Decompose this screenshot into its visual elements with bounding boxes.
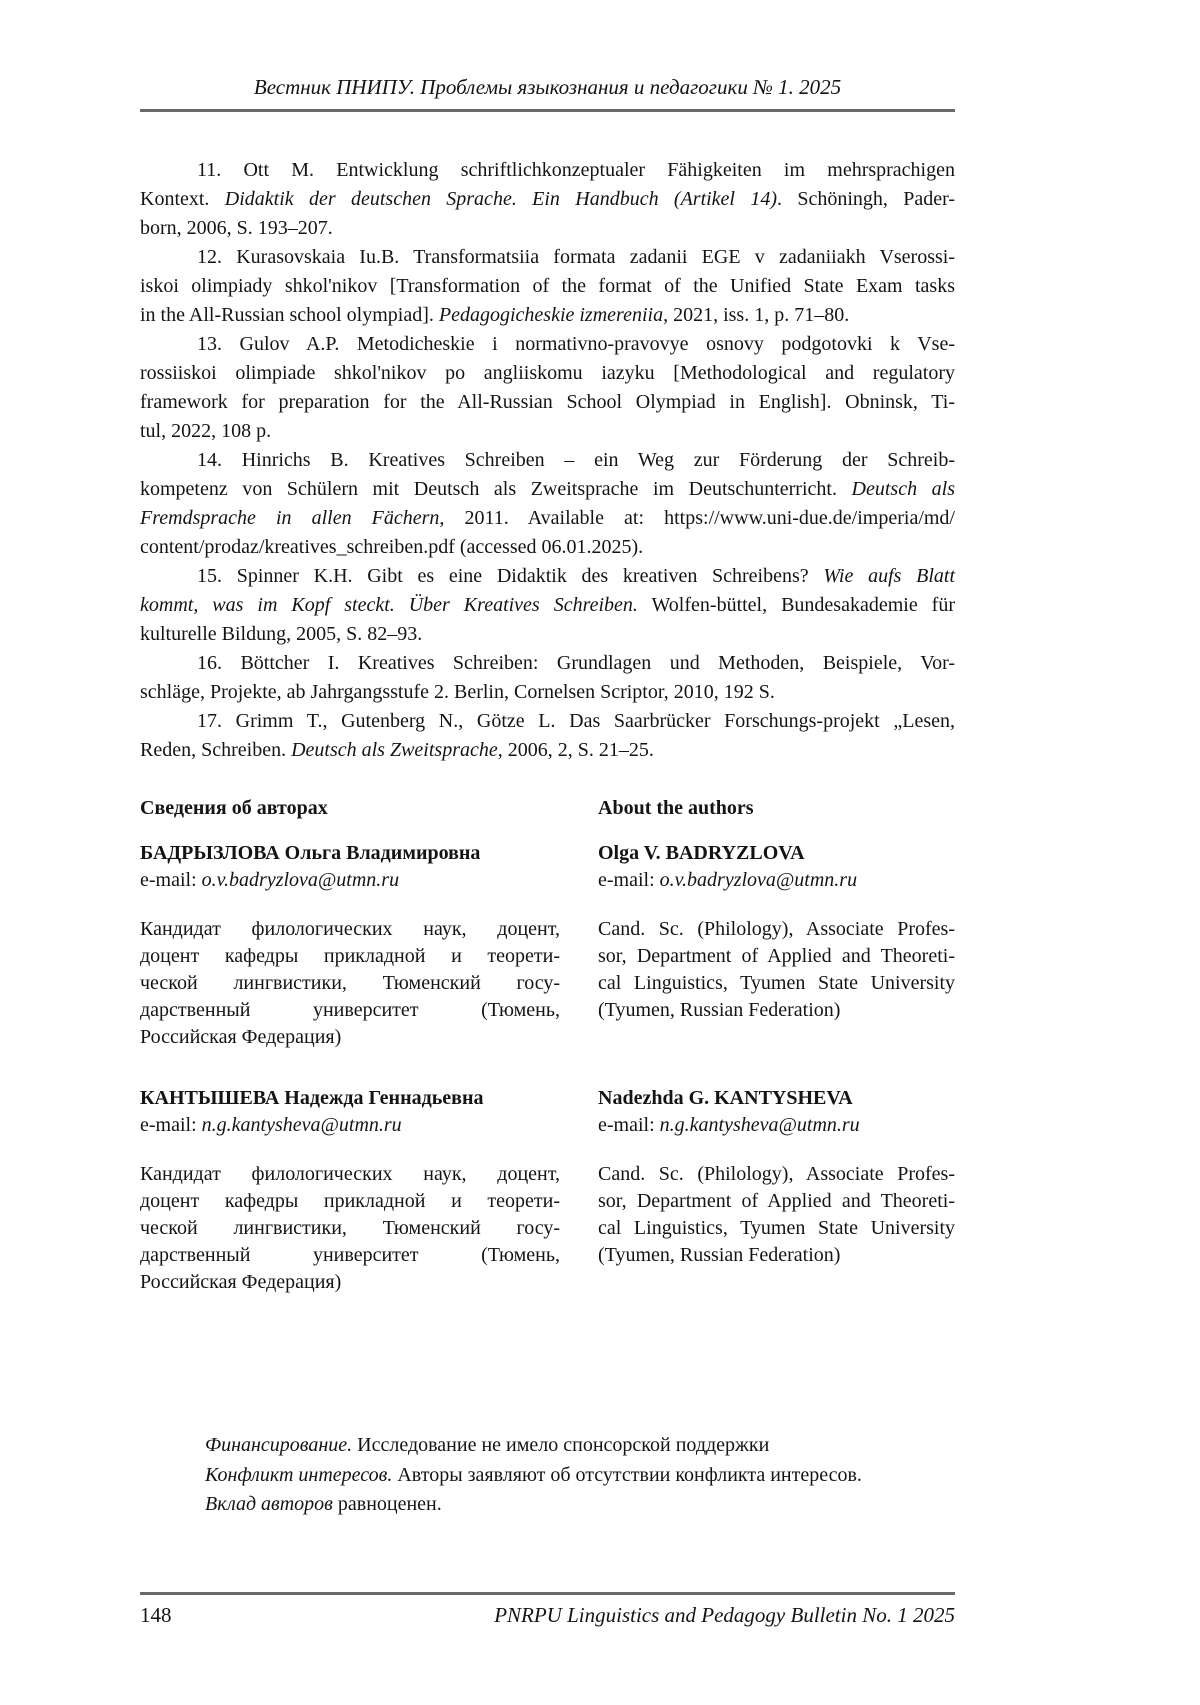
- text-line: [140, 504, 955, 533]
- page-number: 148: [140, 1603, 172, 1627]
- text-line: [140, 943, 560, 970]
- email-address: n.g.kantysheva@utmn.ru: [659, 1114, 860, 1136]
- text-line: [205, 1490, 955, 1520]
- text-run: rossiiskoi olimpiade shkol'nikov po angliiskomu iazyku [Methodological and regulatory: [140, 362, 955, 384]
- column-gap: [560, 1085, 598, 1139]
- text-run: Deutsch als: [851, 478, 955, 500]
- text-run: iskoi olimpiady shkol'nikov [Transformation of the format of the Unified State Exam tasks: [140, 275, 955, 297]
- text-run: Deutsch als Zweitsprache: [291, 739, 498, 761]
- author1-name-en: Olga V. BADRYZLOVA: [598, 842, 805, 864]
- text-run: tul, 2022, 108 p.: [140, 420, 272, 442]
- text-run: ческой лингвистики, Тюменский госу-: [140, 972, 560, 994]
- reference-list: [140, 156, 955, 765]
- text-line: [598, 943, 955, 970]
- text-line: [598, 1242, 955, 1269]
- text-line: [140, 678, 955, 707]
- email-address: o.v.badryzlova@utmn.ru: [659, 869, 858, 891]
- text-run: cal Linguistics, Tyumen State University: [598, 972, 955, 994]
- text-run: Pedagogicheskie izmereniia: [438, 304, 664, 326]
- text-run: Cand. Sc. (Philology), Associate Profes-: [598, 918, 955, 940]
- text-run: , 2021, iss. 1, p. 71–80.: [663, 304, 850, 326]
- reference-item-17: [140, 707, 955, 765]
- reference-item-11: [140, 156, 955, 243]
- authors-heading-en: About the authors: [598, 797, 754, 819]
- text-run: kulturelle Bildung, 2005, S. 82–93.: [140, 623, 423, 645]
- text-line: [598, 916, 955, 943]
- text-run: Конфликт интересов.: [205, 1463, 393, 1486]
- text-run: . Schöningh, Pader-: [776, 188, 956, 210]
- text-line: [140, 970, 560, 997]
- text-run: Вклад авторов: [205, 1493, 333, 1515]
- text-line: [140, 1242, 560, 1269]
- text-line: [140, 214, 955, 243]
- text-run: sor, Department of Applied and Theoreti-: [598, 1190, 955, 1212]
- text-line: [140, 475, 955, 504]
- authors-section: [140, 795, 955, 1296]
- text-run: 17. Grimm T., Gutenberg N., Götze L. Das Saarbrücker Forschungs-projekt „Lesen,: [197, 710, 955, 732]
- text-line: [140, 1024, 560, 1051]
- author2-affiliation-row: [140, 1161, 955, 1296]
- text-run: Wolfen-büttel, Bundesakademie für: [637, 594, 955, 616]
- text-run: Авторы заявляют об отсутствии конфликта интересов.: [392, 1463, 862, 1486]
- page-footer: [140, 1583, 955, 1628]
- author1-affiliation-ru: [140, 916, 560, 1051]
- text-run: 15. Spinner K.H. Gibt es eine Didaktik des kreativen Schreibens?: [197, 565, 824, 587]
- text-run: (Tyumen, Russian Federation): [598, 999, 841, 1021]
- text-line: [140, 272, 955, 301]
- text-line: [205, 1461, 955, 1491]
- text-run: дарственный университет (Тюмень,: [140, 1244, 560, 1266]
- text-run: kommt, was im Kopf steckt. Über Kreatives Schreiben.: [140, 594, 638, 616]
- author1-name-ru: БАДРЫЗЛОВА Ольга Владимировна: [140, 842, 481, 864]
- text-line: [140, 330, 955, 359]
- journal-title: Вестник ПНИПУ. Проблемы языкознания и педагогики № 1. 2025: [253, 75, 842, 99]
- text-line: [140, 533, 955, 562]
- text-run: 16. Böttcher I. Kreatives Schreiben: Grundlagen und Methoden, Beispiele, Vor-: [197, 652, 955, 674]
- reference-item-15: [140, 562, 955, 649]
- text-run: равноценен.: [332, 1493, 442, 1515]
- text-line: [140, 388, 955, 417]
- text-line: [140, 1188, 560, 1215]
- text-line: [140, 562, 955, 591]
- column-gap: [560, 840, 598, 894]
- text-run: Кандидат филологических наук, доцент,: [140, 918, 560, 940]
- text-line: [140, 446, 955, 475]
- email-label: e-mail:: [598, 869, 660, 891]
- text-line: [598, 1161, 955, 1188]
- text-line: [140, 649, 955, 678]
- text-run: Финансирование.: [205, 1434, 353, 1456]
- text-line: [140, 243, 955, 272]
- author2-name-en: Nadezhda G. KANTYSHEVA: [598, 1087, 853, 1109]
- text-run: 13. Gulov A.P. Metodicheskie i normativno-pravovye osnovy podgotovki k Vse-: [197, 333, 955, 355]
- email-address: n.g.kantysheva@utmn.ru: [201, 1114, 402, 1136]
- author1-name-row: [140, 840, 955, 894]
- text-run: , 2006, 2, S. 21–25.: [497, 739, 654, 761]
- text-run: Кандидат филологических наук, доцент,: [140, 1163, 560, 1185]
- author1-affiliation-en: [598, 916, 955, 1051]
- email-label: e-mail:: [598, 1114, 660, 1136]
- text-line: [140, 417, 955, 446]
- author1-email-en: [598, 867, 955, 894]
- text-run: Kontext.: [140, 188, 225, 210]
- text-run: kompetenz von Schülern mit Deutsch als Zweitsprache im Deutschunterricht.: [140, 478, 852, 500]
- text-line: [140, 916, 560, 943]
- author2-email-ru: [140, 1112, 560, 1139]
- header-rule: [140, 109, 955, 112]
- text-run: content/prodaz/kreatives_schreiben.pdf (accessed 06.01.2025).: [140, 536, 644, 558]
- text-line: [140, 359, 955, 388]
- text-line: [140, 301, 955, 330]
- footer-rule: [140, 1592, 955, 1595]
- text-line: [140, 1215, 560, 1242]
- text-line: [140, 185, 955, 214]
- text-run: , 2011. Available at: https://www.uni-due.de/imperia/md/: [439, 507, 955, 529]
- reference-item-12: [140, 243, 955, 330]
- email-label: e-mail:: [140, 869, 202, 891]
- text-run: sor, Department of Applied and Theoreti-: [598, 945, 955, 967]
- author2-affiliation-ru: [140, 1161, 560, 1296]
- text-line: [140, 1269, 560, 1296]
- text-run: Российская Федерация): [140, 1271, 342, 1293]
- text-run: доцент кафедры прикладной и теорети-: [140, 1190, 560, 1212]
- column-gap: [560, 795, 598, 822]
- text-line: [598, 1215, 955, 1242]
- text-run: Fremdsprache in allen Fächern: [140, 507, 440, 529]
- text-line: [140, 620, 955, 649]
- text-run: born, 2006, S. 193–207.: [140, 217, 333, 239]
- text-line: [140, 736, 955, 765]
- text-run: 11. Ott М. Entwicklung schriftlichkonzeptualer Fähigkeiten im mehrsprachigen: [197, 159, 955, 181]
- authors-heading-ru: Сведения об авторах: [140, 797, 328, 819]
- text-line: [205, 1431, 955, 1461]
- author2-name-row: [140, 1085, 955, 1139]
- text-run: (Tyumen, Russian Federation): [598, 1244, 841, 1266]
- text-run: дарственный университет (Тюмень,: [140, 999, 560, 1021]
- text-line: [140, 156, 955, 185]
- text-run: Российская Федерация): [140, 1026, 342, 1048]
- reference-item-14: [140, 446, 955, 562]
- funding-conflict-notes: [205, 1431, 955, 1520]
- email-address: o.v.badryzlova@utmn.ru: [201, 869, 400, 891]
- text-run: доцент кафедры прикладной и теорети-: [140, 945, 560, 967]
- text-line: [598, 997, 955, 1024]
- column-gap: [560, 916, 598, 1051]
- email-label: e-mail:: [140, 1114, 202, 1136]
- text-line: [140, 707, 955, 736]
- text-run: Didaktik der deutschen Sprache. Ein Handbuch (Artikel 14): [224, 188, 777, 210]
- authors-headings-row: [140, 795, 955, 822]
- author2-email-en: [598, 1112, 955, 1139]
- text-run: Cand. Sc. (Philology), Associate Profes-: [598, 1163, 955, 1185]
- text-line: [598, 1188, 955, 1215]
- text-run: cal Linguistics, Tyumen State University: [598, 1217, 955, 1239]
- text-run: 14. Hinrichs B. Kreatives Schreiben – ein Weg zur Förderung der Schreib-: [197, 449, 955, 471]
- author2-affiliation-en: [598, 1161, 955, 1296]
- author2-name-ru: КАНТЫШЕВА Надежда Геннадьевна: [140, 1087, 484, 1109]
- text-run: ческой лингвистики, Тюменский госу-: [140, 1217, 560, 1239]
- author1-email-ru: [140, 867, 560, 894]
- column-gap: [560, 1161, 598, 1296]
- text-line: [598, 970, 955, 997]
- text-line: [140, 997, 560, 1024]
- text-run: Wie aufs Blatt: [823, 565, 956, 587]
- text-run: Исследование не имело спонсорской поддержки: [352, 1434, 770, 1456]
- text-line: [140, 1161, 560, 1188]
- text-run: framework for preparation for the All-Russian School Olympiad in English]. Obninsk, Ti-: [140, 391, 955, 413]
- reference-item-16: [140, 649, 955, 707]
- text-run: Reden, Schreiben.: [140, 739, 292, 761]
- page-header: [140, 0, 955, 112]
- text-run: in the All-Russian school olympiad].: [140, 304, 439, 326]
- text-line: [140, 591, 955, 620]
- author1-affiliation-row: [140, 916, 955, 1051]
- text-run: 12. Kurasovskaia Iu.B. Transformatsiia formata zadanii EGE v zadaniiakh Vserossi-: [197, 246, 955, 268]
- footer-journal-title: PNRPU Linguistics and Pedagogy Bulletin No. 1 2025: [494, 1603, 955, 1627]
- reference-item-13: [140, 330, 955, 446]
- text-run: schläge, Projekte, ab Jahrgangsstufe 2. Berlin, Cornelsen Scriptor, 2010, 192 S.: [140, 681, 775, 703]
